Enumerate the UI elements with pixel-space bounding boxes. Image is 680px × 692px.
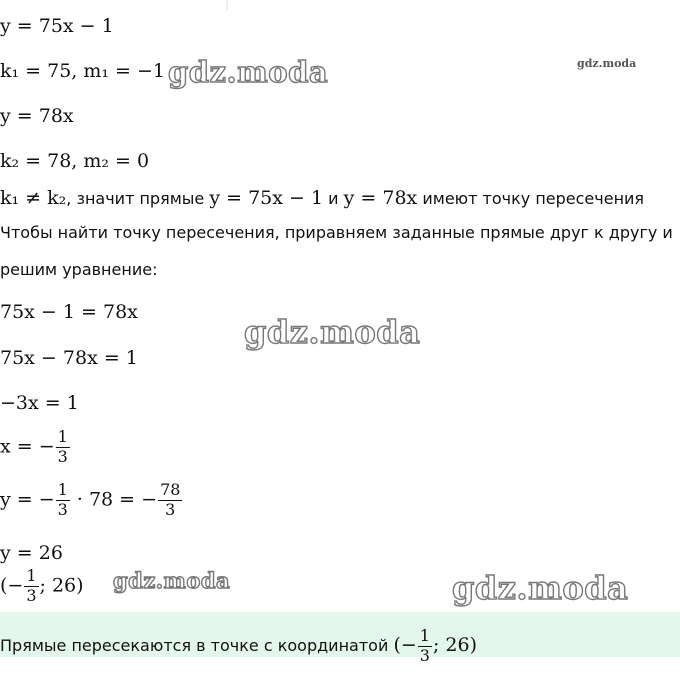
fraction-numerator: 1 [57,480,68,499]
fraction [56,482,70,519]
fraction-denominator: 3 [57,446,68,466]
equation-line-14 [0,568,84,605]
answer-fraction [418,628,432,665]
answer-text: Прямые пересекаются в точке с координатой [0,635,394,655]
point-suffix: ; 26) [39,574,84,597]
fraction-numerator: 1 [419,626,430,645]
fraction [56,429,70,466]
answer-box [0,612,680,665]
watermark: gdz.moda [244,313,421,351]
answer-suffix: ; 26) [432,633,477,656]
watermark: gdz.moda [168,55,329,89]
line-eq-2: y = 78x [343,187,418,209]
answer-prefix: (− [393,633,417,656]
equation-line-9: 75x − 78x = 1 [0,347,138,369]
fraction-denominator: 3 [26,585,37,605]
equation-line-11 [0,429,71,466]
conclusion-text-2: и [323,189,344,208]
equation-line-1: y = 75x − 1 [0,15,114,37]
fraction-numerator: 78 [160,480,181,499]
fraction-denominator: 3 [57,499,68,519]
conclusion-text-3: имеют точку пересечения [417,189,645,208]
watermark: gdz.moda [452,569,629,607]
fraction-denominator: 3 [419,645,430,665]
watermark: gdz.moda [113,568,231,593]
line-eq-1: y = 75x − 1 [209,187,324,209]
fraction [24,568,38,605]
fraction-denominator: 3 [165,499,176,519]
fraction-numerator: 1 [57,427,68,446]
equation-line-12 [0,482,183,519]
fraction-numerator: 1 [26,566,37,585]
k-inequality: k₁ ≠ k₂ [0,187,67,209]
equation-line-3: y = 78x [0,105,74,127]
explanation-line-2: решим уравнение: [0,260,158,279]
watermark-small: gdz.moda [577,57,637,70]
point-prefix: (− [0,574,24,597]
equation-line-4: k₂ = 78, m₂ = 0 [0,150,150,172]
explanation-line-1: Чтобы найти точку пересечения, приравняем заданные прямые друг к другу и [0,223,673,242]
conclusion-line [0,189,644,208]
y-eq-middle: · 78 = − [70,488,158,511]
equation-line-13: y = 26 [0,542,63,564]
equation-line-2: k₁ = 75, m₁ = −1 [0,60,166,82]
top-divider [226,0,228,10]
fraction [158,482,182,519]
conclusion-text-1: , значит прямые [66,189,210,208]
equation-line-10: −3x = 1 [0,392,79,414]
answer-text-line [0,628,477,665]
y-eq-prefix: y = − [0,488,55,511]
equation-line-8: 75x − 1 = 78x [0,301,138,323]
x-eq-prefix: x = − [0,435,55,458]
